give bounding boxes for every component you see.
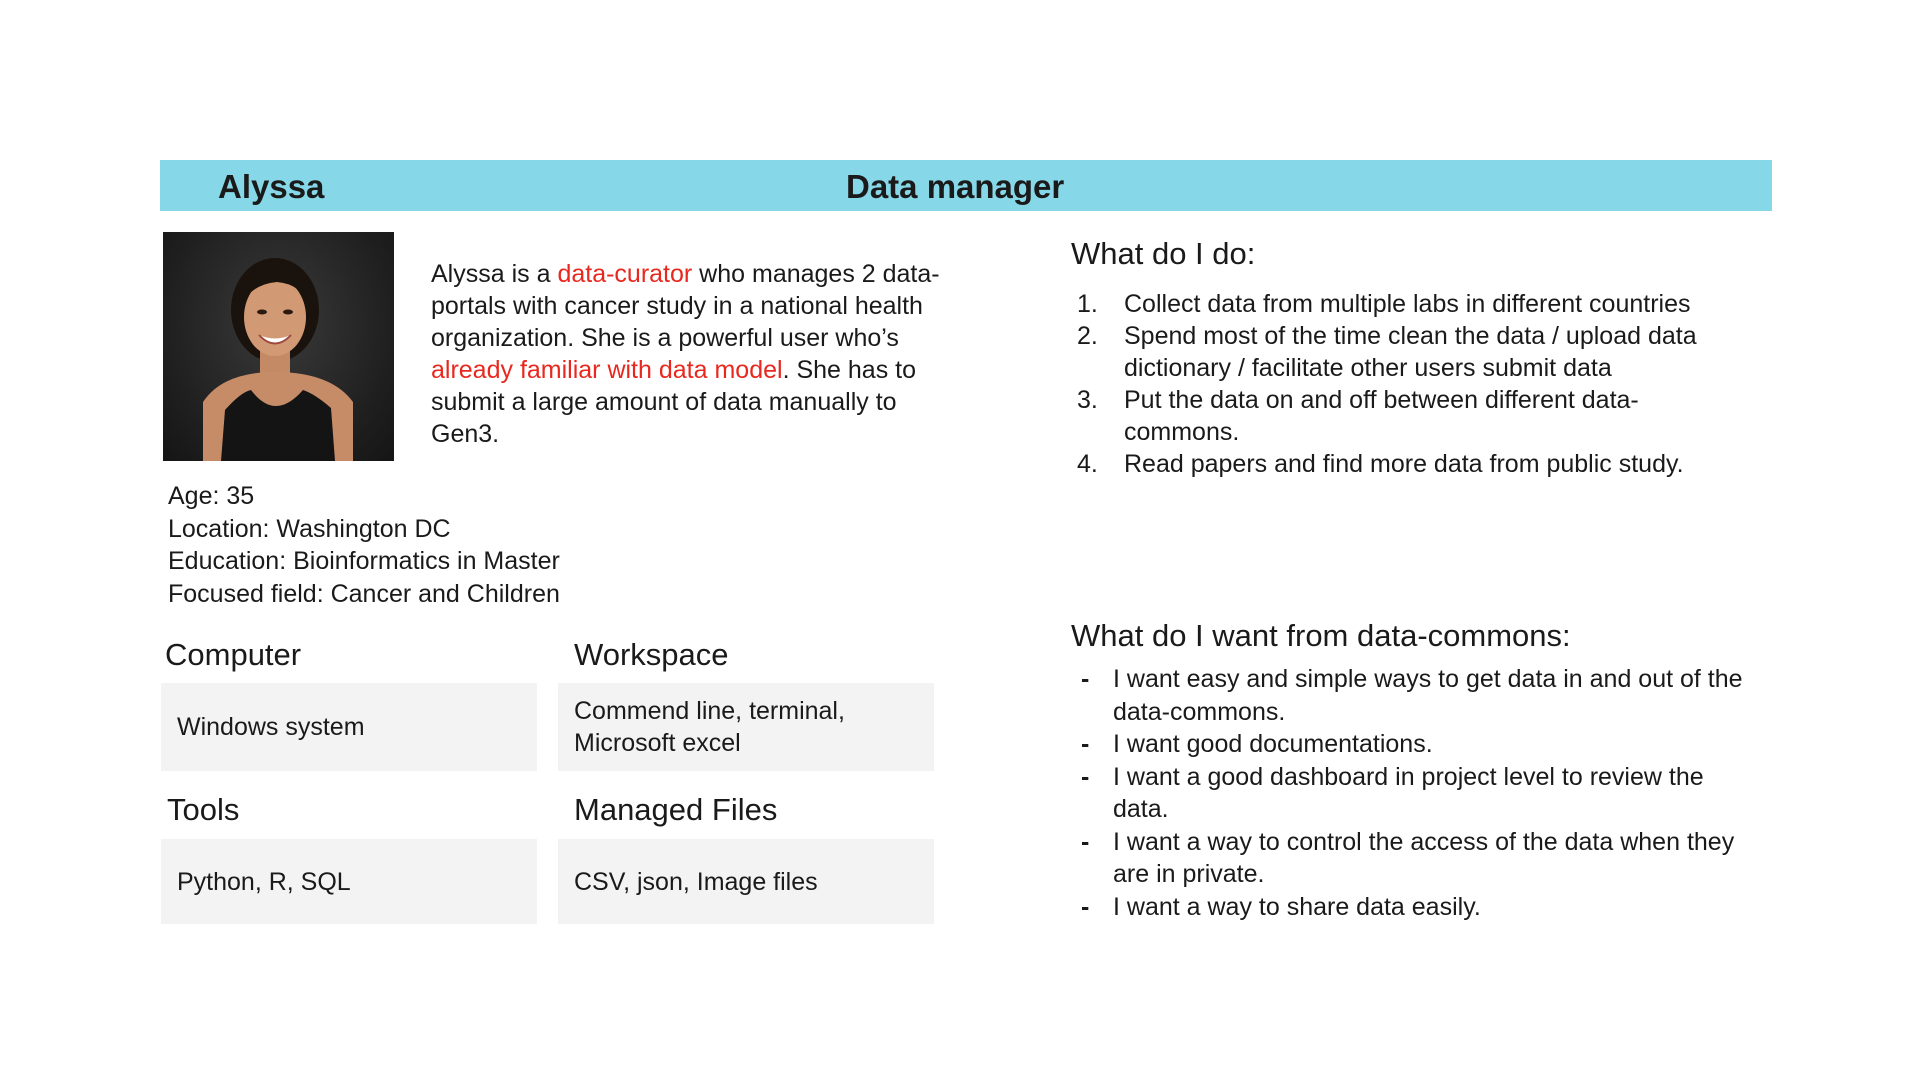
list-text: Spend most of the time clean the data / upload data dictionary / facilitate other users submit data xyxy=(1124,322,1697,382)
list-item xyxy=(1071,320,1711,384)
list-item xyxy=(1071,891,1751,924)
list-item xyxy=(1071,384,1711,448)
list-item xyxy=(1071,448,1711,480)
header-bar xyxy=(160,160,1772,211)
bullet-dash: - xyxy=(1081,665,1090,693)
list-text: I want easy and simple ways to get data in and out of the data-commons. xyxy=(1113,665,1743,726)
workspace-box xyxy=(558,683,934,771)
list-text: I want a way to control the access of the data when they are in private. xyxy=(1113,827,1735,888)
portrait-illustration xyxy=(163,232,394,461)
persona-facts xyxy=(168,480,560,610)
bio-highlight-curator: data-curator xyxy=(557,260,693,288)
list-item xyxy=(1071,288,1711,320)
computer-box xyxy=(161,683,537,771)
list-item xyxy=(1071,826,1751,891)
tools-title: Tools xyxy=(167,792,240,827)
list-item xyxy=(1071,728,1751,761)
list-item xyxy=(1071,761,1751,826)
bio-paragraph xyxy=(431,258,961,450)
what-i-do-list xyxy=(1071,288,1711,480)
computer-value: Windows system xyxy=(177,713,365,741)
bullet-dash: - xyxy=(1081,892,1090,921)
list-text: I want a way to share data easily. xyxy=(1113,892,1481,921)
list-text: Read papers and find more data from public study. xyxy=(1124,450,1684,478)
wants-list xyxy=(1071,663,1751,923)
workspace-value: Commend line, terminal, Microsoft excel xyxy=(574,697,845,757)
list-text: Collect data from multiple labs in different countries xyxy=(1124,290,1691,318)
fact-education: Education: Bioinformatics in Master xyxy=(168,547,560,575)
bullet-dash: - xyxy=(1081,730,1090,758)
managed-files-box xyxy=(558,839,934,924)
managed-files-value: CSV, json, Image files xyxy=(574,867,818,896)
list-number: 4. xyxy=(1077,450,1098,478)
portrait-photo xyxy=(163,232,394,461)
list-number: 3. xyxy=(1077,386,1098,414)
list-text: I want a good dashboard in project level to review the data. xyxy=(1113,762,1704,823)
wants-title: What do I want from data-commons: xyxy=(1071,618,1571,653)
tools-box xyxy=(161,839,537,924)
what-i-do-title: What do I do: xyxy=(1071,236,1256,271)
list-item xyxy=(1071,663,1751,728)
persona-name: Alyssa xyxy=(218,168,325,205)
list-number: 2. xyxy=(1077,322,1098,350)
fact-age: Age: 35 xyxy=(168,482,255,510)
fact-field: Focused field: Cancer and Children xyxy=(168,579,560,608)
bio-text-1: Alyssa is a xyxy=(431,260,558,288)
list-text: I want good documentations. xyxy=(1113,730,1433,758)
bio-text-2: who manages 2 data-portals with cancer study in a national health organization. She is a powerful user who’s xyxy=(431,260,940,352)
tools-value: Python, R, SQL xyxy=(177,867,351,896)
bio-text-3: . She has to submit a large amount of data manually to Gen3. xyxy=(431,356,916,448)
bullet-dash: - xyxy=(1081,762,1090,791)
fact-location: Location: Washington DC xyxy=(168,514,451,543)
bio-highlight-familiar: already familiar with data model xyxy=(431,356,783,384)
workspace-title: Workspace xyxy=(574,637,729,672)
list-number: 1. xyxy=(1077,290,1098,318)
bullet-dash: - xyxy=(1081,827,1090,856)
persona-role: Data manager xyxy=(846,168,1065,205)
managed-files-title: Managed Files xyxy=(574,792,778,827)
list-text: Put the data on and off between different data-commons. xyxy=(1124,386,1639,446)
computer-title: Computer xyxy=(165,637,302,672)
